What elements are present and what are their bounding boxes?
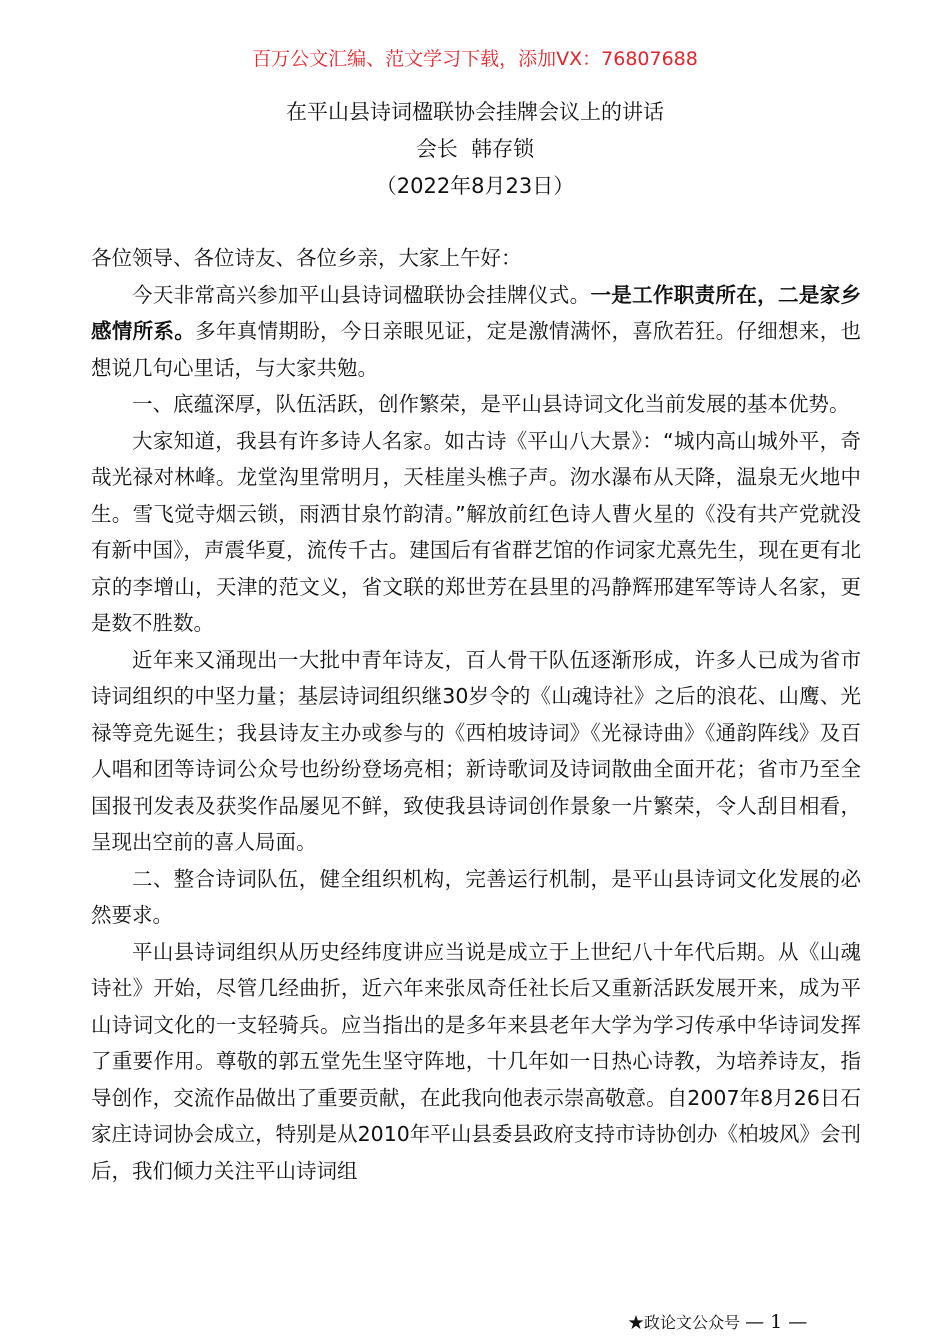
date-line: （2022年8月23日） <box>375 174 575 198</box>
document-title: 在平山县诗词楹联协会挂牌会议上的讲话 <box>286 100 664 124</box>
speech-body <box>91 240 861 1189</box>
footer-source: ★政论文公众号 <box>628 1313 741 1332</box>
page-footer <box>628 1310 807 1335</box>
page-number: — 1 — <box>745 1311 808 1333</box>
promo-banner: 百万公文汇编、范文学习下载，添加VX：76807688 <box>252 48 698 70</box>
organization-history-paragraph: 平山县诗词组织从历史经纬度讲应当说是成立于上世纪八十年代后期。从《山魂诗社》开始，尽管几经曲折，近六年来张凤奇任社长后又重新活跃发展开来，成为平山诗词文化的一支轻骑兵。应当指出的是多年来县老年大学为学习传承中华诗词发挥了重要作用。尊敬的郭五堂先生坚守阵地，十几年如一日热心诗教，为培养诗友，指导创作，交流作品做出了重要贡献，在此我向他表示崇高敬意。自2007年8月26日石家庄诗词协会成立，特别是从2010年平山县委县政府支持市诗协创办《柏坡风》会刊后，我们倾力关注平山诗词组 <box>91 939 861 1183</box>
intro-text-continued: 多年真情期盼，今日亲眼见证，定是激情满怀，喜欣若狂。仔细想来，也想说几句心里话，与大家共勉。 <box>91 319 862 380</box>
poets-paragraph: 大家知道，我县有许多诗人名家。如古诗《平山八大景》：“城内高山城外平，奇哉光禄对林峰。龙堂沟里常明月，天桂崖头樵子声。沕水瀑布从天降，温泉无火地中生。雪飞觉寺烟云锁，雨洒甘泉竹韵清。”解放前红色诗人曹火星的《没有共产党就没有新中国》，声震华夏，流传千古。建国后有省群艺馆的作词家尤熹先生，现在更有北京的李增山，天津的范文义，省文联的郑世芳在县里的冯静辉邢建军等诗人名家，更是数不胜数。 <box>91 428 861 635</box>
intro-text: 今天非常高兴参加平山县诗词楹联协会挂牌仪式。 <box>132 282 591 307</box>
section-heading-2: 二、整合诗词队伍，健全组织机构，完善运行机制，是平山县诗词文化发展的必然要求。 <box>91 866 861 927</box>
greeting-paragraph: 各位领导、各位诗友、各位乡亲，大家上午好： <box>91 246 522 270</box>
intro-paragraph <box>91 277 861 387</box>
author-line: 会长 韩存锁 <box>415 137 535 161</box>
young-poets-paragraph: 近年来又涌现出一大批中青年诗友，百人骨干队伍逐渐形成，许多人已成为省市诗词组织的中坚力量；基层诗词组织继30岁令的《山魂诗社》之后的浪花、山鹰、光禄等竞先诞生；我县诗友主办或参与的《西柏坡诗词》《光禄诗曲》《通韵阵线》及百人唱和团等诗词公众号也纷纷登场亮相；新诗歌词及诗词散曲全面开花；省市乃至全国报刊发表及获奖作品屡见不鲜，致使我县诗词创作景象一片繁荣，令人刮目相看，呈现出空前的喜人局面。 <box>91 647 861 854</box>
section-heading-1: 一、底蕴深厚，队伍活跃，创作繁荣，是平山县诗词文化当前发展的基本优势。 <box>132 392 850 416</box>
intro-emphasis: 一是工作职责所在，二是家乡感情所系。 <box>91 282 862 343</box>
